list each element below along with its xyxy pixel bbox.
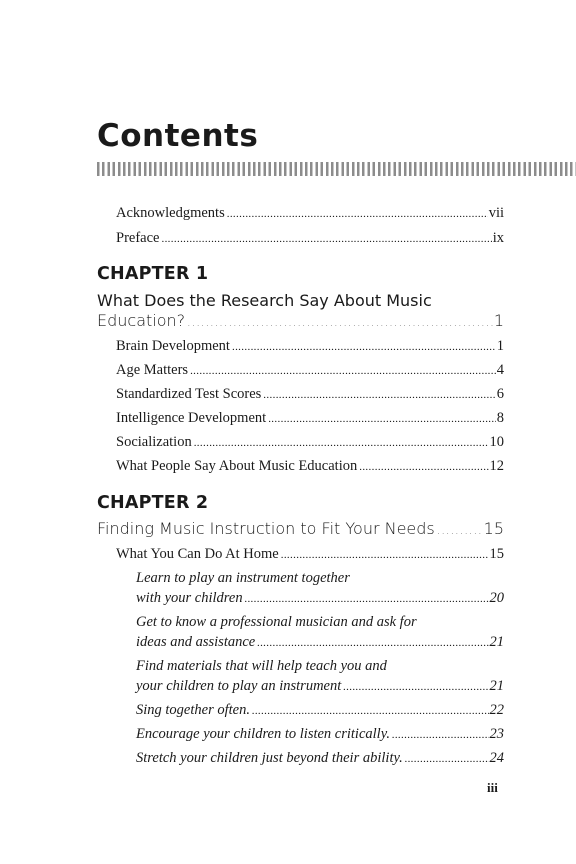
chapter-1-title-line1[interactable]: What Does the Research Say About Music (97, 291, 432, 310)
entry-page: 15 (483, 519, 504, 538)
entry-title: Preface (116, 230, 160, 246)
toc-entry-find-materials[interactable] (136, 676, 504, 697)
dot-leader (194, 432, 489, 453)
chapter-1-label: CHAPTER 1 (97, 264, 209, 284)
entry-title: Socialization (116, 434, 192, 450)
dot-leader (343, 676, 488, 697)
entry-title: What You Can Do At Home (116, 546, 279, 562)
dot-leader (161, 228, 491, 249)
toc-entry-acknowledgments[interactable] (116, 203, 504, 224)
subsection-line1[interactable]: Find materials that will help teach you and (136, 658, 387, 674)
entry-title: with your children (136, 590, 243, 606)
entry-page: vii (488, 205, 504, 221)
entry-title: ideas and assistance (136, 634, 256, 650)
toc-entry-listen-critically[interactable] (136, 724, 504, 745)
dot-leader (227, 203, 488, 224)
toc-entry-intelligence-development[interactable] (116, 408, 504, 429)
page-number: iii (487, 780, 498, 795)
entry-title: Standardized Test Scores (116, 386, 262, 402)
entry-page: 21 (489, 678, 504, 694)
contents-heading: Contents (97, 118, 259, 154)
dot-leader (268, 408, 496, 429)
toc-entry-chapter-2[interactable] (97, 519, 504, 541)
toc-entry-age-matters[interactable] (116, 360, 504, 381)
toc-entry-brain-development[interactable] (116, 336, 504, 357)
entry-title: Age Matters (116, 362, 189, 378)
entry-page: 10 (489, 434, 504, 450)
dot-leader (245, 588, 489, 609)
entry-page: 6 (496, 386, 504, 402)
entry-title: Education? (97, 311, 186, 330)
entry-page: 20 (489, 590, 504, 606)
entry-page: 15 (489, 546, 504, 562)
entry-title: Encourage your children to listen critically. (136, 726, 390, 742)
chapter-2-label: CHAPTER 2 (97, 493, 209, 513)
entry-title: Finding Music Instruction to Fit Your Needs (97, 519, 435, 538)
entry-page: 1 (496, 338, 504, 354)
dot-leader (359, 456, 488, 477)
entry-page: 21 (489, 634, 504, 650)
entry-title: Intelligence Development (116, 410, 267, 426)
dot-leader (232, 336, 496, 357)
toc-entry-chapter-1[interactable] (97, 311, 504, 333)
entry-title: What People Say About Music Education (116, 458, 358, 474)
entry-title: your children to play an instrument (136, 678, 342, 694)
subsection-line1[interactable]: Get to know a professional musician and ask for (136, 614, 417, 630)
entry-page: 22 (489, 702, 504, 718)
entry-page: ix (492, 230, 504, 246)
dot-leader (252, 700, 489, 721)
dot-leader (405, 748, 489, 769)
decorative-tick-bar (97, 162, 576, 176)
entry-page: 23 (489, 726, 504, 742)
dot-leader (392, 724, 489, 745)
dot-leader (263, 384, 495, 405)
toc-entry-professional-musician[interactable] (136, 632, 504, 653)
entry-page: 8 (496, 410, 504, 426)
toc-entry-what-you-can-do-at-home[interactable] (116, 544, 504, 565)
toc-entry-preface[interactable] (116, 228, 504, 249)
dot-leader (281, 544, 489, 565)
toc-entry-learn-to-play[interactable] (136, 588, 504, 609)
entry-page: 4 (496, 362, 504, 378)
dot-leader (190, 360, 496, 381)
entry-title: Sing together often. (136, 702, 250, 718)
toc-entry-standardized-test-scores[interactable] (116, 384, 504, 405)
entry-page: 1 (493, 311, 504, 330)
entry-title: Brain Development (116, 338, 230, 354)
entry-page: 24 (489, 750, 504, 766)
dot-leader (187, 311, 493, 333)
toc-entry-what-people-say[interactable] (116, 456, 504, 477)
subsection-line1[interactable]: Learn to play an instrument together (136, 570, 350, 586)
entry-title: Stretch your children just beyond their ability. (136, 750, 403, 766)
entry-page: 12 (489, 458, 504, 474)
entry-title: Acknowledgments (116, 205, 225, 221)
toc-entry-sing-together[interactable] (136, 700, 504, 721)
toc-entry-stretch-children[interactable] (136, 748, 504, 769)
toc-entry-socialization[interactable] (116, 432, 504, 453)
dot-leader (437, 519, 483, 541)
dot-leader (257, 632, 488, 653)
